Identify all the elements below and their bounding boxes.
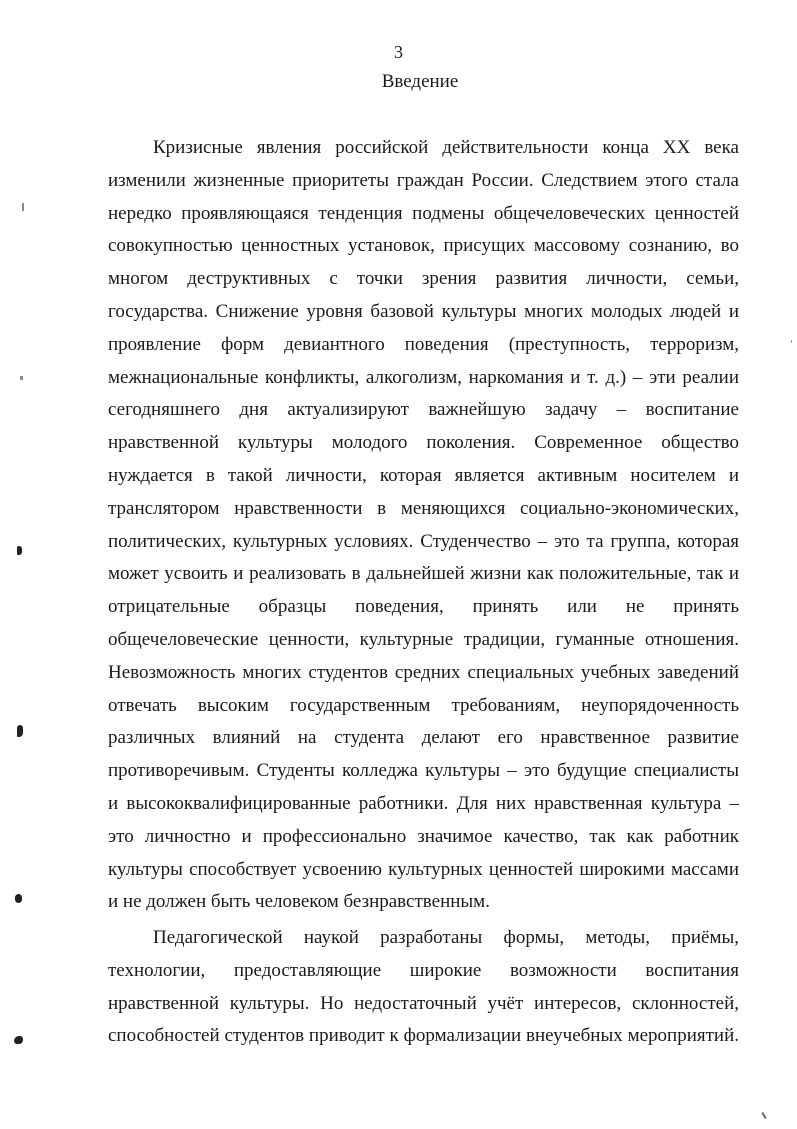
text-line: политических, культурных условиях. Студенчество – это та группа, которая [108,530,739,552]
text-line: межнациональные конфликты, алкоголизм, наркомания и т. д.) – эти реалии [108,366,739,388]
binding-hole-mark [17,546,22,555]
binding-hole-mark [17,725,23,737]
text-line: Невозможность многих студентов средних специальных учебных заведений [108,661,739,683]
text-line: совокупностью ценностных установок, присущих массовому сознанию, во [108,235,739,257]
text-line: проявление форм девиантного поведения (преступность, терроризм, [108,333,739,355]
text-line: это личностно и профессионально значимое качество, так как работник [108,825,739,847]
text-line: нуждается в такой личности, которая является активным носителем и [108,464,739,486]
binding-hole-mark [15,894,22,903]
text-line: Педагогической наукой разработаны формы, методы, приёмы, [153,927,739,948]
section-heading: Введение [381,71,459,92]
text-line: государства. Снижение уровня базовой культуры многих молодых людей и [108,300,739,322]
text-line: Кризисные явления российской действительности конца XX века [153,137,739,158]
text-line: многом деструктивных с точки зрения развития личности, семьи, [108,268,739,290]
text-line: сегодняшнего дня актуализируют важнейшую задачу – воспитание [108,399,739,421]
text-line: нравственной культуры молодого поколения. Современное общество [108,432,739,454]
text-line: технологии, предоставляющие широкие возможности воспитания [108,959,739,981]
text-line: противоречивым. Студенты колледжа культуры – это будущие специалисты [108,760,739,782]
scan-artifact [761,1112,766,1119]
binding-hole-mark [14,1036,23,1044]
text-line: нравственной культуры. Но недостаточный учёт интересов, склонностей, [108,992,739,1014]
text-line: изменили жизненные приоритеты граждан России. Следствием этого стала [108,169,739,191]
text-line: различных влияний на студента делают его нравственное развитие [108,727,739,749]
paragraph-2 [108,922,739,1053]
text-line: и высококвалифицированные работники. Для них нравственная культура – [108,792,739,814]
text-line: отрицательные образцы поведения, принять или не принять [108,596,739,618]
text-line: отвечать высоким государственным требованиям, неупорядоченность [108,694,739,716]
text-line: и не должен быть человеком безнравственным. [108,891,490,913]
scan-artifact [791,340,792,343]
text-line: может усвоить и реализовать в дальнейшей жизни как положительные, так и [108,563,739,585]
page-number: 3 [394,42,403,62]
paragraph-1 [108,132,739,919]
text-line: транслятором нравственности в меняющихся социально-экономических, [108,497,739,519]
text-line: способностей студентов приводит к формализации внеучебных мероприятий. [108,1025,739,1047]
text-line: общечеловеческие ценности, культурные традиции, гуманные отношения. [108,628,739,650]
scan-artifact [20,376,23,380]
text-line: нередко проявляющаяся тенденция подмены общечеловеческих ценностей [108,202,739,224]
scan-artifact [22,203,24,211]
text-line: культуры способствует усвоению культурных ценностей широкими массами [108,858,739,880]
